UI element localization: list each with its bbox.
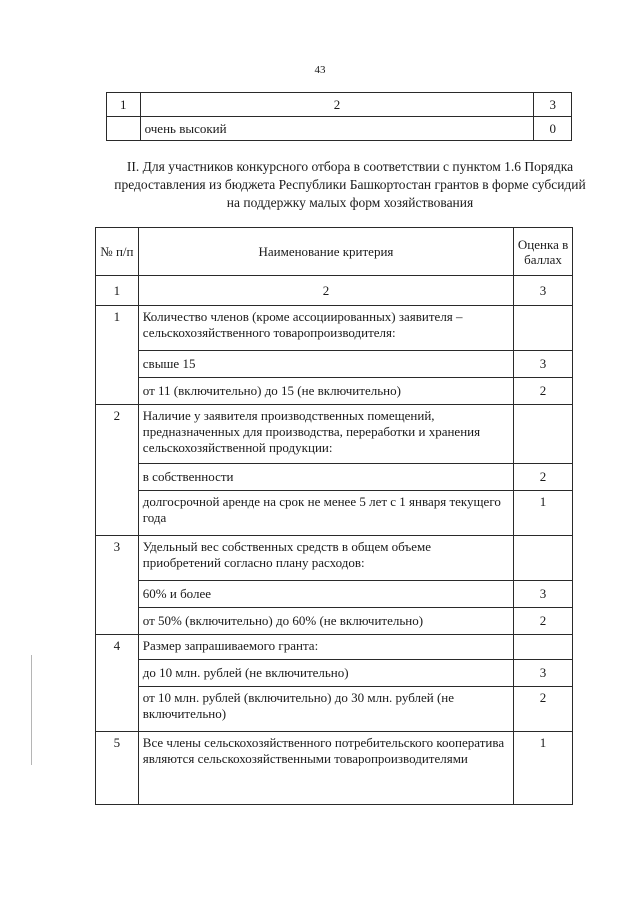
criterion-score: 1 xyxy=(514,732,573,805)
option-name: от 10 млн. рублей (включительно) до 30 млн. рублей (не включительно) xyxy=(138,687,513,732)
section-heading: II. Для участников конкурсного отбора в соответствии с пунктом 1.6 Порядка предоставления из бюджета Республики Башкортостан грантов в форме субсидий на поддержку малых форм хозяйствования xyxy=(114,159,586,210)
option-name: в собственности xyxy=(138,464,513,491)
option-score: 3 xyxy=(514,581,573,608)
header-score: Оценка в баллах xyxy=(514,228,573,276)
top-table-header-row xyxy=(107,93,572,117)
criterion-num: 5 xyxy=(96,732,139,805)
column-numbers-row xyxy=(96,276,573,306)
criterion-title: Количество членов (кроме ассоциированных) заявителя – сельскохозяйственного товаропроизводителя: xyxy=(138,306,513,351)
criterion-score xyxy=(514,536,573,581)
option-score: 2 xyxy=(514,464,573,491)
criterion-title: Размер запрашиваемого гранта: xyxy=(138,635,513,660)
criterion-num: 4 xyxy=(96,635,139,660)
option-name: свыше 15 xyxy=(138,351,513,378)
top-row-num xyxy=(107,117,141,141)
option-row xyxy=(96,491,573,536)
top-row-score: 0 xyxy=(534,117,572,141)
criterion-score xyxy=(514,405,573,464)
option-name: от 11 (включительно) до 15 (не включительно) xyxy=(138,378,513,405)
option-row xyxy=(96,378,573,405)
criterion-title: Удельный вес собственных средств в общем объеме приобретений согласно плану расходов: xyxy=(138,536,513,581)
top-col-1: 1 xyxy=(107,93,141,117)
option-name: 60% и более xyxy=(138,581,513,608)
criterion-title: Все члены сельскохозяйственного потребительского кооператива являются сельскохозяйственными товаропроизводителями xyxy=(138,732,513,805)
option-row xyxy=(96,351,573,378)
option-score: 2 xyxy=(514,378,573,405)
option-row xyxy=(96,464,573,491)
option-row xyxy=(96,608,573,635)
criterion-row xyxy=(96,536,573,581)
top-col-2: 2 xyxy=(140,93,534,117)
scan-edge-mark xyxy=(31,655,32,765)
criterion-row xyxy=(96,405,573,464)
criterion-score xyxy=(514,306,573,351)
criterion-score xyxy=(514,635,573,660)
criterion-num: 1 xyxy=(96,306,139,351)
option-name: до 10 млн. рублей (не включительно) xyxy=(138,660,513,687)
criterion-num: 3 xyxy=(96,536,139,581)
criteria-header-row xyxy=(96,228,573,276)
option-name: долгосрочной аренде на срок не менее 5 лет с 1 января текущего года xyxy=(138,491,513,536)
top-table-continuation xyxy=(106,92,572,141)
column-number-1: 1 xyxy=(96,276,139,306)
criteria-table xyxy=(95,227,573,805)
criterion-title: Наличие у заявителя производственных помещений, предназначенных для производства, переработки и хранения сельскохозяйственной продукции: xyxy=(138,405,513,464)
criterion-row xyxy=(96,732,573,805)
option-name: от 50% (включительно) до 60% (не включительно) xyxy=(138,608,513,635)
criterion-num: 2 xyxy=(96,405,139,464)
table-row xyxy=(107,117,572,141)
option-score: 2 xyxy=(514,687,573,732)
option-score: 3 xyxy=(514,660,573,687)
header-name: Наименование критерия xyxy=(138,228,513,276)
header-num: № п/п xyxy=(96,228,139,276)
option-score: 3 xyxy=(514,351,573,378)
option-row xyxy=(96,687,573,732)
criterion-row xyxy=(96,635,573,660)
column-number-3: 3 xyxy=(514,276,573,306)
option-row xyxy=(96,581,573,608)
criterion-row xyxy=(96,306,573,351)
top-row-name: очень высокий xyxy=(140,117,534,141)
top-col-3: 3 xyxy=(534,93,572,117)
option-score: 1 xyxy=(514,491,573,536)
option-row xyxy=(96,660,573,687)
page-number: 43 xyxy=(314,64,326,76)
column-number-2: 2 xyxy=(138,276,513,306)
option-score: 2 xyxy=(514,608,573,635)
